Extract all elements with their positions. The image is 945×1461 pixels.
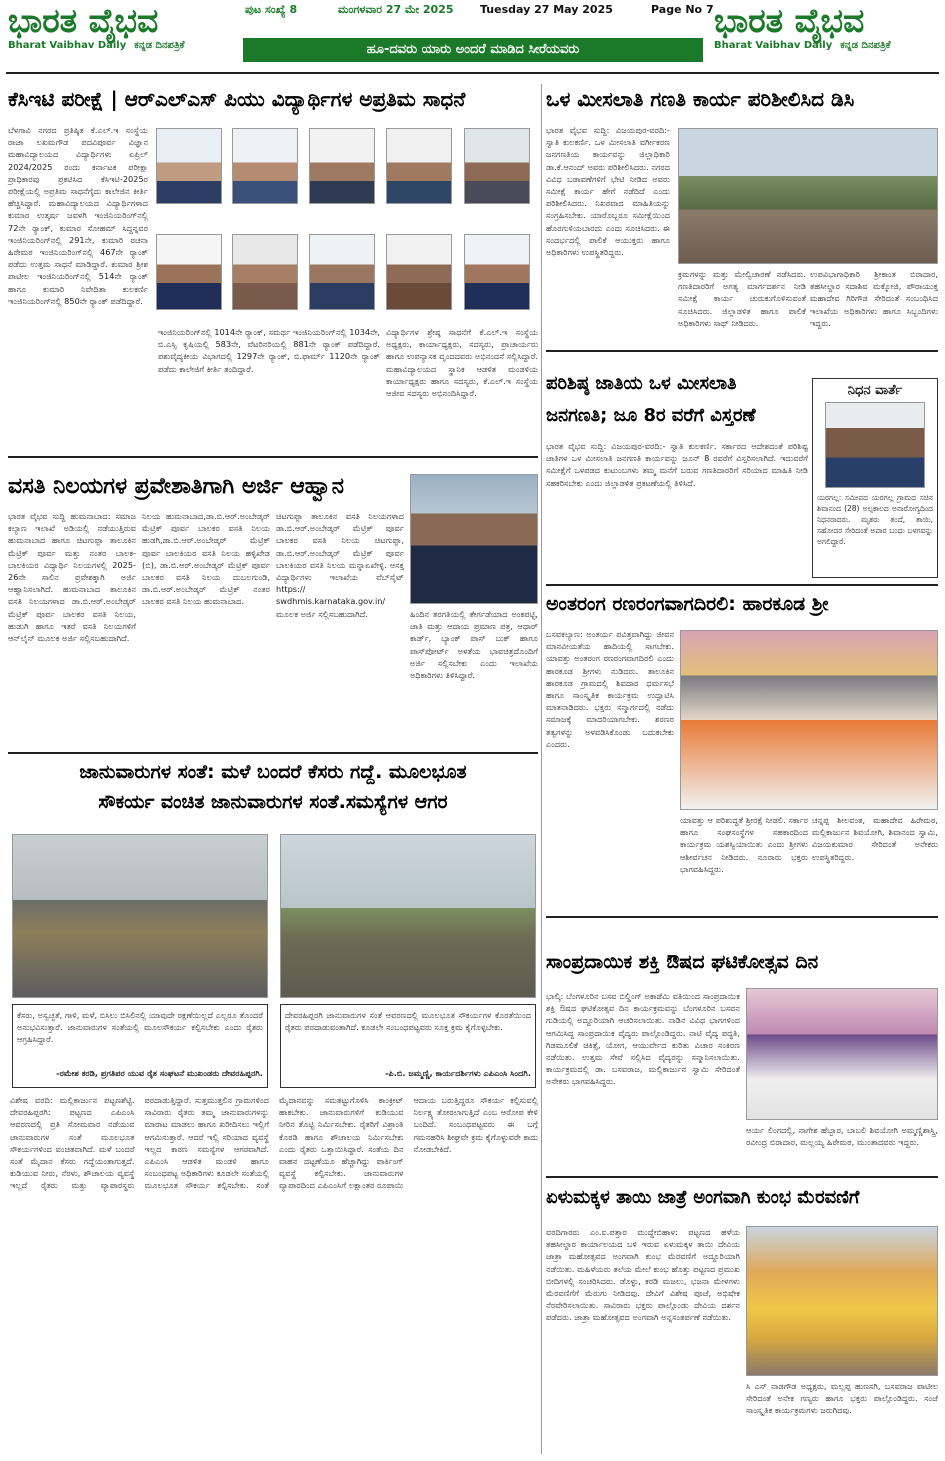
census-headline-2: ಜನಗಣತಿ; ಜೂ 8ರ ವರೆಗೆ ವಿಸ್ತರಣೆ xyxy=(546,405,756,426)
masthead-left xyxy=(8,2,233,72)
harakud-body-3: ಚನ್ನಪ್ಪ ಶೀಲವಂತ, ಮಹಾದೇವ ಹಿರೇಮಠ, ಮಲ್ಲಿಕಾರ್ಜುನ ಶಿವಯೋಗಿ, ಶಿವಾನಂದ ಸ್ವಾಮಿ, ವಿಜಯಕುಮಾರ ಸೇರಿದಂತೆ ಅನೇಕರು ಉಪಸ್ಥಿತರಿದ್ದರು. xyxy=(812,815,938,862)
top-banner: ಹೂ-ದವರು ಯಾರು ಅಂದರೆ ಮಾಡಿದ ಸೀರೆಯವರು xyxy=(243,38,703,62)
harakud-headline: ಅಂತರಂಗ ರಣರಂಗವಾಗದಿರಲಿ: ಹಾರಕೂಡ ಶ್ರೀ xyxy=(546,593,829,615)
survey-caption-2: ಉಪವಿಭಾಗಾಧಿಕಾರಿ ಶ್ರೀಕಾಂತ ಬಿರಾದಾರ, ತಹಸೀಲ್ದಾರ ಸದಾಶಿವ ಮಕ್ಕೋಜಿ, ಪೌರಾಯುಕ್ತ ಮಹಾದೇವ ಗಿರಿಗೌಡ ಸೇರಿದಂತೆ ಸಂಬಂಧಿಸಿದ ಇಲಾಖೆಯ ಅಧಿಕಾರಿಗಳು ಹಾಗೂ ಸಿಬ್ಬಂದಿಗಳು ಇದ್ದರು. xyxy=(810,269,938,328)
cattle-headline-1: ಜಾನುವಾರುಗಳ ಸಂತೆ: ಮಳೆ ಬಂದರೆ ಕೆಸರು ಗದ್ದೆ. ಮೂಲಭೂತ xyxy=(79,761,467,783)
harakud-photo xyxy=(680,630,938,810)
hostel-body-1: ಭಾರತ ವೈಭವ ಸುದ್ದಿ ಹುಮನಾಬಾದ: ಸಮಾಜ ಕಲ್ಯಾಣ ಇಲಾಖೆ ಅಡಿಯಲ್ಲಿ ನಡೆಯುತ್ತಿರುವ ಹುಮನಾಬಾದ ಹಾಗೂ ಚಿಟಗುಪ್ಪಾ ತಾಲೂಕಿನ ಮೆಟ್ರಿಕ್ ಪೂರ್ವ ಮತ್ತು ನಂತರ ಬಾಲಕ-ಬಾಲಕಿಯರ ವಿದ್ಯಾರ್ಥಿ ನಿಲಯಗಳಲ್ಲಿ 2025-26ನೇ ಸಾಲಿನ ಪ್ರವೇಶಕ್ಕಾಗಿ ಅರ್ಜಿ ಆಹ್ವಾನಿಸಲಾಗಿದೆ. ಹುಮನಾಬಾದ ತಾಲೂಕಿನ ವಸತಿ ನಿಲಯಗಳಾದ ಡಾ.ಬಿ.ಆರ್.ಅಂಬೇಡ್ಕರ್ ಮೆಟ್ರಿಕ್ ಪೂರ್ವ ಬಾಲಕರ ವಸತಿ ನಿಲಯ, ಹುಡುಗಿ ಹಾಗೂ ಇತರೆ ವಸತಿ ನಿಲಯಗಳಿಗೆ ಆನ್‌ಲೈನ್ ಮೂಲಕ ಅರ್ಜಿ ಸಲ್ಲಿಸಬಹುದಾಗಿದೆ. xyxy=(8,511,136,644)
masthead-title-right: ಭಾರತ ವೈಭವ xyxy=(714,1,865,40)
issue-date: Tuesday 27 May 2025 xyxy=(480,3,613,16)
masthead-english-right: Bharat Vaibhav Daily xyxy=(714,40,833,51)
harakud-body: ಬಸವಕಲ್ಯಾಣ: ಅಂತರ್ಯ ಪವಿತ್ರವಾಗಿದ್ದು ಜೀವನ ಮಾನವೀಯತೆಯ ಹಾದಿಯಲ್ಲಿ ಸಾಗಬೇಕು. ಯಾವತ್ತು ಅಂತರಂಗ ರಣರಂಗವಾಗದಿರಲಿ ಎಂದು ಹಾರಕೂಡ ಶ್ರೀಗಳು ನುಡಿದರು. ತಾಲೂಕಿನ ಹಾರಕೂಡ ಗ್ರಾಮದಲ್ಲಿ ಶಿವದಾರ ಧರ್ಮಸಭೆ ಹಾಗೂ ಸಾಂಸ್ಕೃತಿಕ ಕಾರ್ಯಕ್ರಮ ಉದ್ಘಾಟಿಸಿ ಮಾತನಾಡಿದರು. ಭಕ್ತರು ಸನ್ಮಾರ್ಗದಲ್ಲಿ ನಡೆದು ಸಮಾಜಕ್ಕೆ ಮಾದರಿಯಾಗಬೇಕು. ಶರಣರ ತತ್ವಗಳನ್ನು ಅಳವಡಿಸಿಕೊಂಡು ಬದುಕಬೇಕು ಎಂದರು. xyxy=(546,629,674,749)
divider xyxy=(8,456,538,458)
hostel-body-4: ಹಿಂದಿನ ತರಗತಿಯಲ್ಲಿ ತೇರ್ಗಡೆಯಾದ ಅಂಕಪಟ್ಟಿ, ಜಾತಿ ಮತ್ತು ಆದಾಯ ಪ್ರಮಾಣ ಪತ್ರ, ಆಧಾರ್ ಕಾರ್ಡ್, ಬ್ಯಾಂಕ್ ಪಾಸ್ ಬುಕ್ ಹಾಗೂ ಪಾಸ್‌ಪೋರ್ಟ್ ಅಳತೆಯ ಭಾವಚಿತ್ರದೊಂದಿಗೆ ಅರ್ಜಿ ಸಲ್ಲಿಸಬೇಕು ಎಂದು ಇಲಾಖೆಯ ಅಧಿಕಾರಿಗಳು ತಿಳಿಸಿದ್ದಾರೆ. xyxy=(410,609,538,681)
student-photo xyxy=(232,128,298,204)
masthead-english: Bharat Vaibhav Daily xyxy=(8,40,127,51)
divider xyxy=(546,350,938,352)
obituary-title: ನಿಧನ ವಾರ್ತೆ xyxy=(847,383,903,398)
student-photo xyxy=(156,234,222,310)
sslc-headline: ಕೆಸಿಇಟಿ ಪರೀಕ್ಷೆ | ಆರ್‌ಎಲ್‌ಎಸ್ ಪಿಯು ವಿದ್ಯಾರ್ಥಿಗಳ ಅಪ್ರತಿಮ ಸಾಧನೆ xyxy=(8,87,466,111)
census-body: ಭಾರತ ವೈಭವ ಸುದ್ದಿ: ವಿಜಯಪುರ-ವರದಿ:- ಸ್ವಾತಿ ಕುಲಕರ್ಣಿ. ಸರ್ಕಾರದ ಆದೇಶದಂತೆ ಪರಿಶಿಷ್ಟ ಜಾತಿಗಳ ಒಳ ಮೀಸಲಾತಿ ಜನಗಣತಿ ಕಾರ್ಯವನ್ನು ಜೂನ್ 8 ರವರೆಗೆ ವಿಸ್ತರಿಸಲಾಗಿದೆ. ಇದುವರೆಗೆ ಸಮೀಕ್ಷೆಗೆ ಒಳಪಡದ ಕುಟುಂಬಗಳು ತಮ್ಮ ಮನೆಗೆ ಬರುವ ಗಣತಿದಾರರಿಗೆ ಸರಿಯಾದ ಮಾಹಿತಿ ನೀಡಿ ಸಹಕರಿಸಬೇಕು ಎಂದು ಜಿಲ್ಲಾಡಳಿತ ಪ್ರಕಟಣೆಯಲ್ಲಿ ತಿಳಿಸಿದೆ. xyxy=(546,441,808,488)
student-photo xyxy=(464,234,530,310)
divider xyxy=(546,916,938,918)
kannada-date: ಮಂಗಳವಾರ 27 ಮೇ 2025 xyxy=(338,3,454,16)
student-photo xyxy=(309,234,375,310)
kumbha-body: ವರದಿಗಾರರು ಎಂ.ಐ.ಪತ್ತಾರ ಮುದ್ದೇಬಿಹಾಳ: ಪಟ್ಟಣದ ಹಳೆಯ ತಹಸೀಲ್ದಾರ ಕಾರ್ಯಾಲಯದ ಬಳಿ ಇರುವ ಏಳುಮಕ್ಕಳ ತಾಯಿ ದೇವಿಯ ಜಾತ್ರಾ ಮಹೋತ್ಸವದ ಅಂಗವಾಗಿ ಕುಂಭ ಮೆರವಣಿಗೆ ಅದ್ದೂರಿಯಾಗಿ ನಡೆಯಿತು. ಮಹಿಳೆಯರು ತಲೆಯ ಮೇಲೆ ಕುಂಭ ಹೊತ್ತು ಪಟ್ಟಣದ ಪ್ರಮುಖ ಬೀದಿಗಳಲ್ಲಿ ಸಂಚರಿಸಿದರು. ಡೊಳ್ಳು, ಕರಡಿ ಮಜಲು, ಭಜನಾ ಮೇಳಗಳು ಮೆರವಣಿಗೆಗೆ ಮೆರುಗು ನೀಡಿದವು. ದೇವಿಗೆ ವಿಶೇಷ ಪೂಜೆ, ಅಭಿಷೇಕ ನೆರವೇರಿಸಲಾಯಿತು. ಸಾವಿರಾರು ಭಕ್ತರು ಪಾಲ್ಗೊಂಡು ದೇವಿಯ ದರ್ಶನ ಪಡೆದರು. ಜಾತ್ರಾ ಮಹೋತ್ಸವದ ಅಂಗವಾಗಿ ಅನ್ನಸಂತರ್ಪಣೆ ನಡೆಯಿತು. xyxy=(546,1227,740,1323)
cattle-body: ವಿಶೇಷ ವರದಿ: ಮಲ್ಲಿಕಾರ್ಜುನ ಪಟ್ಟಣಶೆಟ್ಟಿ. ದೇವರಹಿಪ್ಪರಗಿ: ಪಟ್ಟಣದ ಎಪಿಎಂಸಿ ಆವರಣದಲ್ಲಿ ಪ್ರತಿ ಸೋಮವಾರ ನಡೆಯುವ ಜಾನುವಾರುಗಳ ಸಂತೆ ಮೂಲಭೂತ ಸೌಕರ್ಯಗಳಿಂದ ವಂಚಿತವಾಗಿದೆ. ಮಳೆ ಬಂದರೆ ಸಂತೆ ಮೈದಾನ ಕೆಸರು ಗದ್ದೆಯಂತಾಗುತ್ತದೆ. ಕುಡಿಯುವ ನೀರು, ನೆರಳು, ಶೌಚಾಲಯ ವ್ಯವಸ್ಥೆ ಇಲ್ಲದೆ ರೈತರು ಮತ್ತು ವ್ಯಾಪಾರಸ್ಥರು ಪರದಾಡುತ್ತಿದ್ದಾರೆ. ಸುತ್ತಮುತ್ತಲಿನ ಗ್ರಾಮಗಳಿಂದ ಸಾವಿರಾರು ರೈತರು ತಮ್ಮ ಜಾನುವಾರುಗಳನ್ನು ಮಾರಾಟ ಮಾಡಲು ಹಾಗೂ ಖರೀದಿಸಲು ಇಲ್ಲಿಗೆ ಆಗಮಿಸುತ್ತಾರೆ. ಆದರೆ ಇಲ್ಲಿ ಸರಿಯಾದ ವ್ಯವಸ್ಥೆ ಇಲ್ಲದ ಕಾರಣ ಸಮಸ್ಯೆಗಳ ಆಗರವಾಗಿದೆ. ಎಪಿಎಂಸಿ ಆಡಳಿತ ಮಂಡಳಿ ಹಾಗೂ ಸಂಬಂಧಪಟ್ಟ ಅಧಿಕಾರಿಗಳು ಕೂಡಲೇ ಸಂತೆಯಲ್ಲಿ ಮೂಲಭೂತ ಸೌಕರ್ಯ ಕಲ್ಪಿಸಬೇಕು. ಸಂತೆ ಮೈದಾನವನ್ನು ಸಮತಟ್ಟುಗೊಳಿಸಿ ಕಾಂಕ್ರೀಟ್ ಹಾಕಬೇಕು. ಜಾನುವಾರುಗಳಿಗೆ ಕುಡಿಯುವ ನೀರಿನ ತೊಟ್ಟಿ ನಿರ್ಮಿಸಬೇಕು. ರೈತರಿಗೆ ವಿಶ್ರಾಂತಿ ಕೊಠಡಿ ಹಾಗೂ ಶೌಚಾಲಯ ನಿರ್ಮಿಸಬೇಕು ಎಂದು ರೈತರು ಒತ್ತಾಯಿಸಿದ್ದಾರೆ. ಸಂತೆಯ ದಿನ ವಾಹನ ದಟ್ಟಣೆಯೂ ಹೆಚ್ಚಾಗಿದ್ದು ಪಾರ್ಕಿಂಗ್ ವ್ಯವಸ್ಥೆ ಕಲ್ಪಿಸಬೇಕು. ಜಾನುವಾರುಗಳ ವ್ಯಾಪಾರದಿಂದ ಎಪಿಎಂಸಿಗೆ ಲಕ್ಷಾಂತರ ರೂಪಾಯಿ ಆದಾಯ ಬರುತ್ತಿದ್ದರೂ ಸೌಕರ್ಯ ಕಲ್ಪಿಸುವಲ್ಲಿ ನಿರ್ಲಕ್ಷ್ಯ ತೋರಲಾಗುತ್ತಿದೆ ಎಂಬ ಆರೋಪ ಕೇಳಿ ಬಂದಿದೆ. ಸಂಬಂಧಪಟ್ಟವರು ಈ ಬಗ್ಗೆ ಗಮನಹರಿಸಿ ಶೀಘ್ರವೇ ಕ್ರಮ ಕೈಗೊಳ್ಳುವರೇ ಕಾದು ನೋಡಬೇಕಿದೆ. xyxy=(10,1095,538,1191)
student-photo xyxy=(386,234,452,310)
ayurveda-photo xyxy=(746,988,938,1120)
cattle-caption-box-2 xyxy=(280,1004,536,1088)
sslc-body-mid: ಇಂಜಿನಿಯರಿಂಗ್‌ನಲ್ಲಿ 1014ನೇ ರ್‍ಯಾಂಕ್, ಸಮರ್ಥ ಇಂಜಿನಿಯರಿಂಗ್‌ನಲ್ಲಿ 1034ನೇ, ಬಿ.ಎಸ್ಸಿ ಕೃಷಿಯಲ್ಲಿ 583ನೇ, ವೆಟರಿನರಿಯಲ್ಲಿ 881ನೇ ರ್‍ಯಾಂಕ್ ಪಡೆದಿದ್ದಾರೆ. ಪಶುವೈದ್ಯಕೀಯ ವಿಭಾಗದಲ್ಲಿ 1297ನೇ ರ್‍ಯಾಂಕ್, ಬಿ.ಫಾರ್ಮ್ 1120ನೇ ರ್‍ಯಾಂಕ್ ಪಡೆದು ಕಾಲೇಜಿಗೆ ಕೀರ್ತಿ ತಂದಿದ್ದಾರೆ. xyxy=(158,327,380,374)
survey-photo xyxy=(678,128,938,264)
divider xyxy=(546,584,938,586)
divider xyxy=(546,1176,938,1178)
divider xyxy=(8,752,538,754)
page-info: ಪುಟ ಸಂಖ್ಯೆ 8 xyxy=(245,3,298,16)
issue-strip xyxy=(243,2,714,64)
obituary-photo xyxy=(825,402,925,488)
column-separator xyxy=(541,84,542,1454)
kumbha-headline: ಏಳುಮಕ್ಕಳ ತಾಯಿ ಜಾತ್ರೆ ಅಂಗವಾಗಿ ಕುಂಭ ಮೆರವಣಿಗೆ xyxy=(546,1187,860,1208)
sslc-body-left: ಬೆಳಗಾವಿ ನಗರದ ಪ್ರತಿಷ್ಠಿತ ಕೆ.ಎಲ್.ಇ ಸಂಸ್ಥೆಯ ರಾಜಾ ಲಖಮಗೌಡ ಪದವಿಪೂರ್ವ ವಿಜ್ಞಾನ ಮಹಾವಿದ್ಯಾಲಯದ ವಿದ್ಯಾರ್ಥಿಗಳು ಏಪ್ರಿಲ್ 2024/2025 ರಂದು ಕರ್ನಾಟಕ ಪರೀಕ್ಷಾ ಪ್ರಾಧಿಕಾರವು ಪ್ರಕಟಿಸಿದ ಕೆಸಿಇಟಿ-2025ರ ಪರೀಕ್ಷೆಯಲ್ಲಿ ಅಪ್ರತಿಮ ಸಾಧನೆಗೈದು ಕಾಲೇಜಿನ ಕೀರ್ತಿ ಹೆಚ್ಚಿಸಿದ್ದಾರೆ. ಮಹಾವಿದ್ಯಾಲಯದ ವಿದ್ಯಾರ್ಥಿಗಳಾದ ಕುಮಾರ ಉತ್ಕರ್ಷ ಜವಳಗಿ ಇಂಜಿನಿಯರಿಂಗ್‌ನಲ್ಲಿ 72ನೇ ರ್‍ಯಾಂಕ್, ಕುಮಾರ ಸೋಹಮ್ ಸಿದ್ದನ್ನವರ ಇಂಜಿನಿಯರಿಂಗ್‌ನಲ್ಲಿ 291ನೇ, ಕುಮಾರಿ ರಚನಾ ಹಿರೇಮಠ ಇಂಜಿನಿಯರಿಂಗ್‌ನಲ್ಲಿ 467ನೇ ರ್‍ಯಾಂಕ್ ಪಡೆದು ಉತ್ತಮ ಸಾಧನೆ ಮಾಡಿದ್ದಾರೆ. ಕುಮಾರ ಶ್ರೀಶ ಪಾಟೀಲ ಇಂಜಿನಿಯರಿಂಗ್‌ನಲ್ಲಿ 514ನೇ ರ್‍ಯಾಂಕ್ ಹಾಗೂ ಕುಮಾರಿ ನಿವೇದಿತಾ ಕುಲಕರ್ಣಿ ಇಂಜಿನಿಯರಿಂಗ್‌ನಲ್ಲಿ 850ನೇ ರ್‍ಯಾಂಕ್ ಪಡೆದಿದ್ದಾರೆ. xyxy=(8,125,148,306)
page-number: Page No 7 xyxy=(651,3,714,16)
sslc-photo-grid xyxy=(156,128,540,310)
cattle-caption-2-credit: -ಪಿ.ಬಿ. ಜಮ್ಮಣ್ಣಿ, ಕಾರ್ಯದರ್ಶಿಗಳು ಎಪಿಎಂಸಿ ಸಿಂದಗಿ. xyxy=(385,1068,531,1078)
survey-caption: ಕ್ರಮಗಳನ್ನು ಮತ್ತು ಮೇಲ್ವಿಚಾರಣೆ ನಡೆಸಿದರು. ಗಣತಿದಾರರಿಗೆ ಅಗತ್ಯ ಮಾರ್ಗದರ್ಶನ ನೀಡಿ ಸಮೀಕ್ಷೆ ಕಾರ್ಯ ಚುರುಕುಗೊಳಿಸುವಂತೆ ಸೂಚಿಸಿದರು. ಜಿಲ್ಲಾಡಳಿತ ಹಾಗೂ ಪಾಲಿಕೆ ಅಧಿಕಾರಿಗಳು ಸಾಥ್ ನೀಡಿದರು. xyxy=(678,269,806,328)
student-photo xyxy=(386,128,452,204)
hostel-headline: ವಸತಿ ನಿಲಯಗಳ ಪ್ರವೇಶಾತಿಗಾಗಿ ಅರ್ಜಿ ಆಹ್ವಾನ xyxy=(8,474,344,499)
kumbha-caption: ಸಿ ಎಸ್ ನಾಡಗೌಡ ಅಧ್ಯಕ್ಷರು, ಮಲ್ಲಪ್ಪ ಹುಣಸಗಿ, ಬಸವರಾಜ ಪಾಟೀಲ ಸೇರಿದಂತೆ ಅನೇಕ ಗಣ್ಯರು ಹಾಗೂ ಭಕ್ತರು ಪಾಲ್ಗೊಂಡಿದ್ದರು. ಸಂಜೆ ಸಾಂಸ್ಕೃತಿಕ ಕಾರ್ಯಕ್ರಮಗಳು ಜರುಗಿದವು. xyxy=(746,1381,938,1416)
masthead-tagline: ಕನ್ನಡ ದಿನಪತ್ರಿಕೆ xyxy=(134,40,185,51)
kumbha-photo xyxy=(746,1226,938,1376)
student-photo xyxy=(309,128,375,204)
masthead-rule xyxy=(6,72,939,74)
survey-body: ಭಾರತ ವೈಭವ ಸುದ್ದಿ: ವಿಜಯಪುರ-ವರದಿ:- ಸ್ವಾತಿ ಕುಲಕರ್ಣಿ. ಒಳ ಮೀಸಲಾತಿ ವರ್ಗೀಕರಣ ಜನಗಣತಿಯ ಕಾರ್ಯವನ್ನು ಜಿಲ್ಲಾಧಿಕಾರಿ ಡಾ.ಕೆ.ಆನಂದ್ ಅವರು ಪರಿಶೀಲಿಸಿದರು. ನಗರದ ವಿವಿಧ ಬಡಾವಣೆಗಳಿಗೆ ಭೇಟಿ ನೀಡಿದ ಅವರು ಸಮೀಕ್ಷೆ ಕಾರ್ಯ ಹೇಗೆ ನಡೆದಿದೆ ಎಂದು ಪರಿಶೀಲಿಸಿದರು. ನಿಖರವಾದ ಮಾಹಿತಿಯನ್ನು ಸಂಗ್ರಹಿಸಬೇಕು. ಯಾರೊಬ್ಬರೂ ಸಮೀಕ್ಷೆಯಿಂದ ಹೊರಗುಳಿಯಬಾರದು ಎಂದು ಸೂಚಿಸಿದರು. ಈ ಸಂದರ್ಭದಲ್ಲಿ ಪಾಲಿಕೆ ಆಯುಕ್ತರು ಹಾಗೂ ಅಧಿಕಾರಿಗಳು ಉಪಸ್ಥಿತರಿದ್ದರು. xyxy=(546,125,670,258)
masthead-right xyxy=(714,2,942,72)
masthead-title: ಭಾರತ ವೈಭವ xyxy=(8,1,159,40)
hostel-body-3: ಚಿಟಗುಪ್ಪಾ ತಾಲೂಕಿನ ವಸತಿ ನಿಲಯಗಳಾದ ಡಾ.ಬಿ.ಆರ್.ಅಂಬೇಡ್ಕರ್ ಮೆಟ್ರಿಕ್ ಪೂರ್ವ ಬಾಲಕರ ವಸತಿ ನಿಲಯ ಚಿಟಗುಪ್ಪಾ, ಡಾ.ಬಿ.ಆರ್.ಅಂಬೇಡ್ಕರ್ ಮೆಟ್ರಿಕ್ ಪೂರ್ವ ಬಾಲಕಿಯರ ವಸತಿ ನಿಲಯ ಮನ್ನಾಏಖೇಳ್ಳಿ. ಆಸಕ್ತ ವಿದ್ಯಾರ್ಥಿಗಳು ಇಲಾಖೆಯ ವೆಬ್‌ಸೈಟ್ https:// swdhmis.karnataka.gov.in/ ಮೂಲಕ ಅರ್ಜಿ ಸಲ್ಲಿಸಬಹುದಾಗಿದೆ. xyxy=(276,511,404,619)
hostel-body-2: ನಿಲಯ ಹುಮನಾಬಾದ,ಡಾ.ಬಿ.ಆರ್.ಅಂಬೇಡ್ಕರ್ ಮೆಟ್ರಿಕ್ ಪೂರ್ವ ಬಾಲಕರ ವಸತಿ ನಿಲಯ ಹುಡಗಿ,ಡಾ.ಬಿ.ಆರ್.ಅಂಬೇಡ್ಕರ್ ಮೆಟ್ರಿಕ್ ಪೂರ್ವ ಬಾಲಕಿಯರ ವಸತಿ ನಿಲಯ ಹಳ್ಳಿಖೇಡ (ಬಿ), ಡಾ.ಬಿ.ಆರ್.ಅಂಬೇಡ್ಕರ್ ಮೆಟ್ರಿಕ್ ಪೂರ್ವ ಬಾಲಕರ ವಸತಿ ನಿಲಯ ದುಬಲಗುಂಡಿ, ಡಾ.ಬಿ.ಆರ್.ಅಂಬೇಡ್ಕರ್ ಮೆಟ್ರಿಕ್ ನಂತರ ಬಾಲಕರ ವಸತಿ ನಿಲಯ ಹುಮನಾಬಾದ. xyxy=(142,511,270,607)
obituary-box xyxy=(812,378,938,578)
market-photo-field xyxy=(280,834,536,998)
harakud-body-2: ಯಾವತ್ತು ಆ ಪರಿಶುದ್ಧತೆ ಶ್ರೀರಕ್ಷೆ ನೀಡಲಿ. ಸರ್ಕಾರ ಹಾಗೂ ಸಂಘಸಂಸ್ಥೆಗಳ ಸಹಕಾರದಿಂದ ಕಾರ್ಯಕ್ರಮ ಯಶಸ್ವಿಯಾಯಿತು ಎಂದು ಶ್ರೀಗಳು ಆಶೀರ್ವಚನ ನೀಡಿದರು. ನೂರಾರು ಭಕ್ತರು ಭಾಗವಹಿಸಿದ್ದರು. xyxy=(680,815,808,874)
masthead-tagline-right: ಕನ್ನಡ ದಿನಪತ್ರಿಕೆ xyxy=(840,40,891,51)
student-photo xyxy=(156,128,222,204)
official-photo xyxy=(410,474,538,604)
census-headline-1: ಪರಿಶಿಷ್ಠ ಜಾತಿಯ ಒಳ ಮೀಸಲಾತಿ xyxy=(546,373,737,394)
student-photo xyxy=(464,128,530,204)
cattle-caption-box-1 xyxy=(12,1004,268,1088)
cattle-headline-2: ಸೌಕರ್ಯ ವಂಚಿತ ಜಾನುವಾರುಗಳ ಸಂತೆ.ಸಮಸ್ಯೆಗಳ ಆಗರ xyxy=(98,791,448,813)
cattle-caption-1: ಕೆಸರು, ಅಸ್ವಚ್ಛತೆ, ಗಾಳಿ, ಮಳೆ, ಬಿಸಿಲು ಬಿಸಿಲಿನಲ್ಲಿ ಯಾವುದೇ ರಕ್ಷಣೆಯಿಲ್ಲದೆ ಎಲ್ಲರೂ ತೊಂದರೆ ಅನುಭವಿಸುತ್ತಾರೆ. ಜಾನುವಾರುಗಳ ಸಂತೆಯಲ್ಲಿ ಮೂಲಸೌಕರ್ಯ ಕಲ್ಪಿಸಬೇಕು ಎಂದು ರೈತರು ಆಗ್ರಹಿಸಿದ್ದಾರೆ. xyxy=(17,1010,263,1045)
ayurveda-headline: ಸಾಂಪ್ರದಾಯಿಕ ಶಕ್ತಿ ಔಷದ ಘಟಿಕೋತ್ಸವ ದಿನ xyxy=(546,951,819,973)
ayurveda-caption: ಆರ್ಯ ಲಿಂಗದಲ್ಲಿ, ನಾಗೇಶ ಹೆಬ್ಬಾರ, ಬಾಬಲಿ ಶಿವಯೋಗಿ ಅಮ್ಮಣ್ಣಿಶಾಸ್ತ್ರಿ, ರವೀಂದ್ರ ಬಿರಾದಾರ, ಮಲ್ಲಯ್ಯ ಹಿರೇಮಠ, ಮುಂತಾದವರು ಇದ್ದರು. xyxy=(746,1125,938,1148)
student-photo xyxy=(232,234,298,310)
sslc-body-right: ವಿದ್ಯಾರ್ಥಿಗಳ ಶ್ರೇಷ್ಠ ಸಾಧನೆಗೆ ಕೆ.ಎಲ್.ಇ ಸಂಸ್ಥೆಯ ಅಧ್ಯಕ್ಷರು, ಕಾರ್ಯಾಧ್ಯಕ್ಷರು, ಸದಸ್ಯರು, ಪ್ರಾಚಾರ್ಯರು ಹಾಗೂ ಉಪನ್ಯಾಸಕ ವೃಂದದವರು ಅಭಿನಂದನೆ ಸಲ್ಲಿಸಿದ್ದಾರೆ. ಮಹಾವಿದ್ಯಾಲಯದ ಸ್ಥಾನಿಕ ಆಡಳಿತ ಮಂಡಳಿಯ ಕಾರ್ಯಾಧ್ಯಕ್ಷರು ಹಾಗೂ ಸದಸ್ಯರು, ಕೆ.ಎಲ್.ಇ ಸಂಸ್ಥೆಯ ಆಜೀವ ಸದಸ್ಯರು ಅಭಿನಂದಿಸಿದ್ದಾರೆ. xyxy=(386,327,538,399)
market-photo-road xyxy=(12,834,268,998)
ayurveda-body: ಭಾಲ್ಕಿ: ಬೆಂಗಳೂರಿನ ಬಸವ ಬಿಲ್ಡಿಂಗ್ ಅಕಾಡೆಮಿ ವತಿಯಿಂದ ಸಾಂಪ್ರದಾಯಿಕ ಶಕ್ತಿ ಔಷದ ಘಟಿಕೋತ್ಸವ ದಿನ ಕಾರ್ಯಕ್ರಮವನ್ನು ಬೆಂಗಳೂರಿನ ಬಸವನ ಗುಡಿಯಲ್ಲಿ ಅದ್ದೂರಿಯಾಗಿ ಆಚರಿಸಲಾಯಿತು. ನಾಡಿನ ವಿವಿಧ ಭಾಗಗಳಿಂದ ಆಗಮಿಸಿದ್ದ ಸಾಂಪ್ರದಾಯಿಕ ವೈದ್ಯರು ಪಾಲ್ಗೊಂಡಿದ್ದರು. ನಾಟಿ ವೈದ್ಯ ಪದ್ಧತಿ, ಗಿಡಮೂಲಿಕೆ ಚಿಕಿತ್ಸೆ, ಯೋಗ, ಆಯುರ್ವೇದ ಕುರಿತು ವಿಚಾರ ಸಂಕಿರಣ ನಡೆಯಿತು. ಉತ್ತಮ ಸೇವೆ ಸಲ್ಲಿಸಿದ ವೈದ್ಯರನ್ನು ಸನ್ಮಾನಿಸಲಾಯಿತು. ಕಾರ್ಯಕ್ರಮದಲ್ಲಿ ಡಾ. ಬಸವರಾಜ, ಮಲ್ಲಿಕಾರ್ಜುನ ಸ್ವಾಮಿ ಸೇರಿದಂತೆ ಅನೇಕರು ಭಾಗವಹಿಸಿದ್ದರು. xyxy=(546,991,740,1087)
survey-headline: ಒಳ ಮೀಸಲಾತಿ ಗಣತಿ ಕಾರ್ಯ ಪರಿಶೀಲಿಸಿದ ಡಿಸಿ xyxy=(546,87,855,111)
cattle-caption-2: ದೇವರಹಿಪ್ಪರಗಿ ಜಾನುವಾರುಗಳ ಸಂತೆ ಆವರಣದಲ್ಲಿ ಮೂಲಭೂತ ಸೌಕರ್ಯಗಳ ಕೊರತೆಯಿಂದ ರೈತರು ಪರದಾಡುವಂತಾಗಿದೆ. ಕೂಡಲೇ ಸಂಬಂಧಪಟ್ಟವರು ಸೂಕ್ತ ಕ್ರಮ ಕೈಗೊಳ್ಳಬೇಕು. xyxy=(285,1010,531,1033)
cattle-caption-1-credit: -ರಮೇಶ ಕರಡಿ, ಪ್ರಗತಿಪರ ಯುವ ರೈತ ಸಂಘಟನೆ ಮುಖಂಡರು ದೇವರಹಿಪ್ಪರಗಿ. xyxy=(56,1068,263,1078)
obituary-text: ಯರಗಲ್ಲ: ಸಮೀಪದ ಯರಗಲ್ಲ ಗ್ರಾಮದ ಸಚಿನ ಶಿವಾನಂದ (28) ಅಲ್ಪಕಾಲದ ಅನಾರೋಗ್ಯದಿಂದ ನಿಧನರಾದರು. ಮೃತರು ತಂದೆ, ತಾಯಿ, ಸಹೋದರ ಸೇರಿದಂತೆ ಅಪಾರ ಬಂಧು ಬಳಗವನ್ನು ಅಗಲಿದ್ದಾರೆ. xyxy=(817,493,933,546)
